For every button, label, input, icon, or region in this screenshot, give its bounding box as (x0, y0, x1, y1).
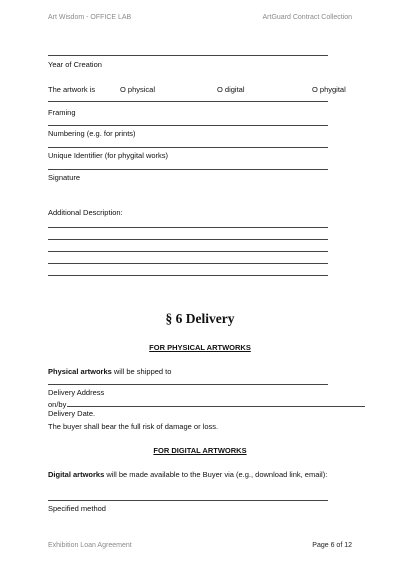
delivery-address-label: Delivery Address (48, 388, 105, 397)
description-line-4[interactable] (48, 263, 328, 264)
digital-intro-bold: Digital artworks (48, 470, 105, 479)
digital-heading: FOR DIGITAL ARTWORKS (153, 446, 247, 455)
additional-description-label: Additional Description: (48, 208, 123, 217)
section-title: § 6 Delivery (165, 311, 235, 326)
footer-page-number: Page 6 of 12 (312, 542, 352, 549)
numbering-line[interactable] (48, 125, 328, 126)
description-line-3[interactable] (48, 251, 328, 252)
physical-intro-bold: Physical artworks (48, 367, 112, 376)
description-line-5[interactable] (48, 275, 328, 276)
delivery-date-label: Delivery Date. (48, 409, 96, 418)
digital-intro-rest: will be made available to the Buyer via (e.g., download link, email): (104, 470, 328, 479)
delivery-date-line[interactable] (67, 400, 365, 407)
option-physical[interactable]: O physical (120, 85, 156, 94)
physical-heading: FOR PHYSICAL ARTWORKS (149, 343, 251, 352)
signature-label: Signature (48, 173, 81, 182)
framing-label: Framing (48, 108, 76, 117)
physical-intro-rest: will be shipped to (111, 367, 172, 376)
footer-left: Exhibition Loan Agreement (48, 542, 132, 549)
on-by-row (48, 400, 365, 409)
header-right: ArtGuard Contract Collection (262, 14, 352, 21)
numbering-label: Numbering (e.g. for prints) (48, 129, 136, 138)
specified-method-line[interactable] (48, 500, 328, 501)
on-by-label: on/by (48, 400, 67, 409)
description-line-2[interactable] (48, 239, 328, 240)
artwork-type-label: The artwork is (48, 85, 96, 94)
year-of-creation-label: Year of Creation (48, 60, 102, 69)
digital-intro (48, 470, 327, 479)
framing-line[interactable] (48, 101, 328, 102)
unique-identifier-label: Unique Identifier (for phygital works) (48, 151, 169, 160)
unique-identifier-line[interactable] (48, 147, 328, 148)
signature-line[interactable] (48, 169, 328, 170)
delivery-address-line[interactable] (48, 384, 328, 385)
header-left: Art Wisdom - OFFICE LAB (48, 14, 132, 21)
option-digital[interactable]: O digital (217, 85, 245, 94)
year-of-creation-line[interactable] (48, 55, 328, 56)
option-phygital[interactable]: O phygital (312, 85, 346, 94)
specified-method-label: Specified method (48, 504, 106, 513)
description-line-1[interactable] (48, 227, 328, 228)
risk-statement: The buyer shall bear the full risk of damage or loss. (48, 422, 219, 431)
physical-intro (48, 367, 171, 376)
